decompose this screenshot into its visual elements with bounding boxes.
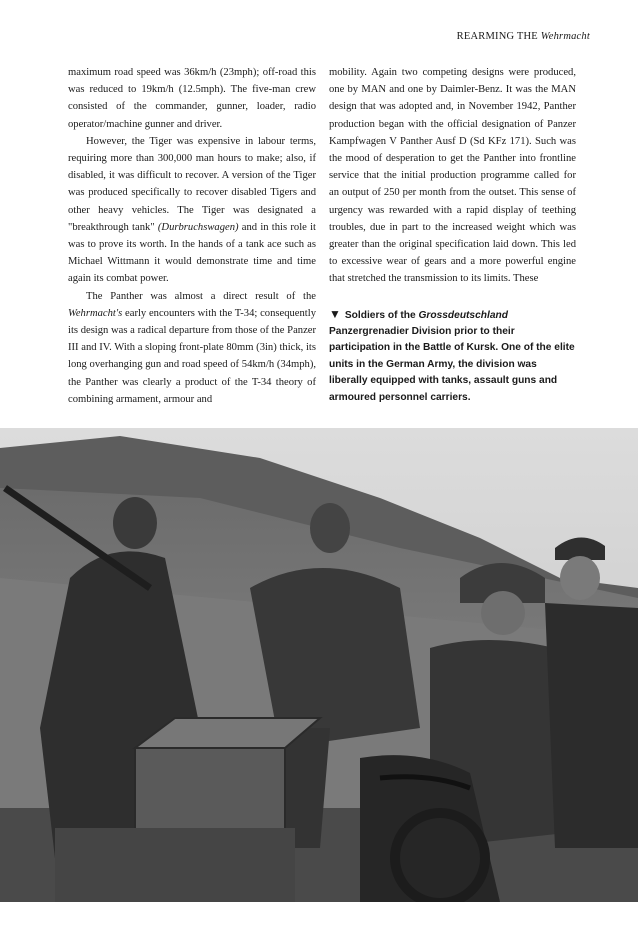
paragraph-1: maximum road speed was 36km/h (23mph); off-road this was reduced to 19km/h (12.5mph). The five-man crew consisted of the commander, gunner, loader, radio operator/machine gunner and driver. — [68, 67, 316, 130]
paragraph-4: mobility. Again two competing designs were produced, one by MAN and one by Daimler-Benz. It was the MAN design that was adopted and, in November 1942, Panther production began with the official designation of Panzer Kampfwagen V Panther Ausf D (Sd KFz 171). Such was the mood of desperation to get the Panther into frontline service that the initial production programme called for an output of 250 per month from the outset. This sense of urgency was rewarded with a rapid display of teething troubles, due in part to the increased weight which was greater than the original specification laid down. This led to excessive wear of gears and a more powerful engine that stretched the transmission to its limits. These — [329, 67, 576, 285]
paragraph-2 — [68, 133, 316, 288]
paragraph-3-text-b: early encounters with the T-34; consequently its design was a radical departure from those of the Panzer III and IV. With a sloping front-plate 80mm (3in) thick, its long overhanging gun and road speed of 54km/h (34mph), the Panther was clearly a product of the T-34 theory of combining armament, armour and — [68, 307, 316, 405]
caption-lead: Soldiers of the — [344, 309, 419, 321]
paragraph-3-text-a: The Panther was almost a direct result of the — [86, 290, 316, 302]
caption-rest: Panzergrenadier Division prior to their participation in the Battle of Kursk. One of the elite units in the German Army, the division was liberally equipped with tanks, assault guns and armoured personnel carriers. — [329, 326, 575, 403]
caption-triangle-icon: ▼ — [329, 306, 341, 321]
caption-italic: Grossdeutschland — [418, 309, 508, 321]
photo-soldiers-sidecar — [0, 428, 638, 902]
running-head-italic: Wehrmacht — [540, 31, 590, 42]
paragraph-2-text-a: However, the Tiger was expensive in labour terms, requiring more than 300,000 man hours to make; also, if disabled, it was difficult to recover. A version of the Tiger was produced specifically to recover disabled Tigers and other heavy vehicles. The Tiger was designated a "breakthrough tank" — [68, 135, 316, 233]
photo-caption — [329, 306, 576, 406]
paragraph-3 — [68, 288, 316, 408]
paragraph-2-text-b: and in this role it was to prove its worth. In the hands of a tank ace such as Michael Wittmann it would demonstrate time and time again its combat power. — [68, 221, 316, 285]
running-head — [457, 31, 590, 42]
running-head-section: REARMING THE — [456, 31, 538, 42]
right-column — [329, 64, 576, 406]
left-column — [68, 64, 316, 408]
paragraph-3-italic: Wehrmacht's — [68, 307, 123, 319]
paragraph-2-italic: (Durbruchswagen) — [157, 221, 239, 233]
